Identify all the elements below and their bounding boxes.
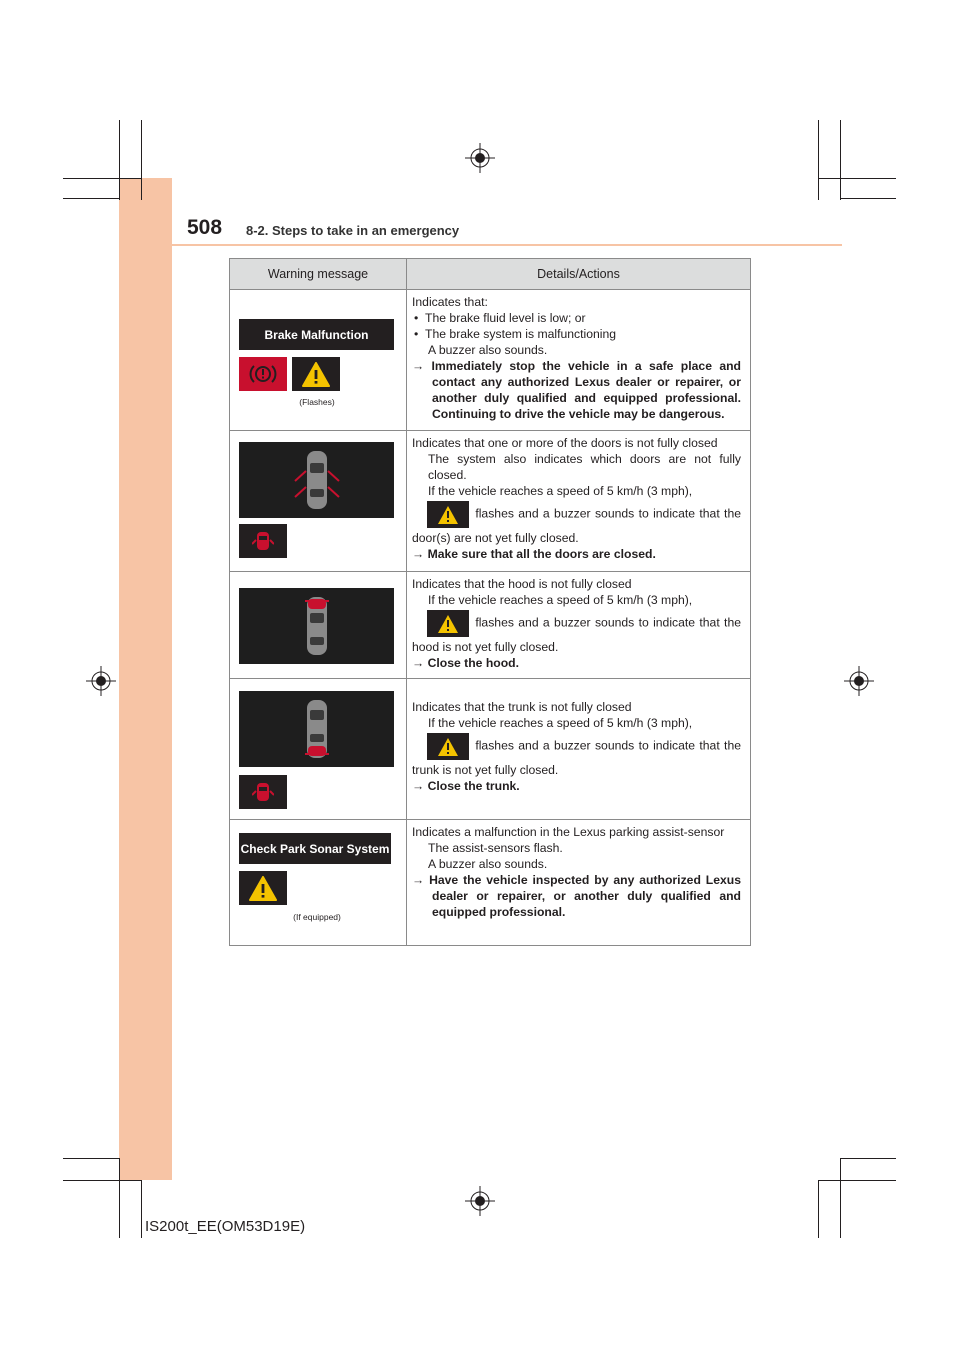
crop-mark [141,1180,142,1238]
col-header-details: Details/Actions [407,259,751,290]
detail-action: → Make sure that all the doors are closed. [412,547,656,561]
details-cell [407,431,751,572]
table-row [230,290,751,431]
warning-message-table [229,258,751,946]
master-warning-icon [239,871,287,905]
table-row [230,431,751,572]
warning-image-cell [230,572,407,679]
crop-mark [141,120,142,200]
detail-note: flashes and a buzzer sounds to indicate that the hood is not yet fully closed. [412,608,741,655]
details-cell [407,679,751,820]
master-warning-icon [427,501,469,528]
registration-mark-icon [465,1186,495,1216]
detail-note: If the vehicle reaches a speed of 5 km/h (3 mph), [428,484,693,498]
door-open-icon [239,524,287,558]
detail-note: The system also indicates which doors are not fully closed. [428,452,741,482]
detail-action: → Immediately stop the vehicle in a safe place and contact any authorized Lexus dealer or repairer, or another duly qualified and equipped professional. Continuing to drive the vehicle may be dangerous. [412,359,741,421]
warning-image-cell [230,820,407,946]
detail-intro: Indicates a malfunction in the Lexus parking assist-sensor [412,825,725,839]
detail-action: → Close the trunk. [412,779,520,793]
crop-mark [840,1158,841,1238]
crop-mark [119,120,120,200]
detail-note: A buzzer also sounds. [428,343,548,357]
detail-action: → Close the hood. [412,656,519,670]
warning-image-cell [230,679,407,820]
details-cell [407,572,751,679]
crop-mark [818,120,819,200]
section-title: 8-2. Steps to take in an emergency [246,223,460,238]
crop-mark [119,1158,120,1238]
document-id: IS200t_EE(OM53D19E) [145,1218,306,1235]
warning-image-cell [230,431,407,572]
detail-note: A buzzer also sounds. [428,857,548,871]
details-cell [407,820,751,946]
crop-mark [63,1180,141,1181]
crop-mark [840,198,896,199]
table-header-row [230,259,751,290]
detail-action: → Have the vehicle inspected by any authorized Lexus dealer or repairer, or another duly qualified and equipped professional. [412,873,741,919]
door-open-icon [239,775,287,809]
warning-image-cell [230,290,407,431]
detail-bullet: • The brake fluid level is low; or [414,311,586,325]
detail-note: If the vehicle reaches a speed of 5 km/h (3 mph), [428,593,693,607]
crop-mark [63,178,141,179]
flashes-caption: (Flashes) [299,397,335,407]
trunk-open-car-icon [239,691,394,767]
table-row [230,679,751,820]
master-warning-icon [427,610,469,637]
hood-open-car-icon [239,588,394,664]
page-number: 508 [187,216,223,239]
crop-mark [840,1158,896,1159]
master-warning-icon [292,357,340,391]
detail-note: flashes and a buzzer sounds to indicate that the trunk is not yet fully closed. [412,731,741,778]
table-row [230,820,751,946]
crop-mark [818,178,896,179]
table-row [230,572,751,679]
detail-note: If the vehicle reaches a speed of 5 km/h (3 mph), [428,716,693,730]
details-cell [407,290,751,431]
brake-warning-icon [239,357,287,391]
registration-mark-icon [465,143,495,173]
col-header-warning: Warning message [230,259,407,290]
if-equipped-caption: (If equipped) [293,912,341,922]
detail-intro: Indicates that: [412,295,488,309]
detail-note: The assist-sensors flash. [428,841,563,855]
header-rule [172,244,842,246]
crop-mark [63,198,119,199]
display-message: Check Park Sonar System [239,833,391,864]
door-open-car-icon [239,442,394,518]
crop-mark [818,1180,896,1181]
master-warning-icon [427,733,469,760]
registration-mark-icon [844,666,874,696]
detail-intro: Indicates that one or more of the doors is not fully closed [412,436,718,450]
detail-note: flashes and a buzzer sounds to indicate that the door(s) are not yet fully closed. [412,499,741,546]
crop-mark [840,120,841,200]
registration-mark-icon [86,666,116,696]
chapter-sidebar [119,178,172,1180]
detail-bullet: • The brake system is malfunctioning [414,327,617,341]
detail-intro: Indicates that the hood is not fully closed [412,577,632,591]
crop-mark [63,1158,119,1159]
display-message: Brake Malfunction [239,319,394,350]
crop-mark [818,1180,819,1238]
detail-intro: Indicates that the trunk is not fully closed [412,700,632,714]
